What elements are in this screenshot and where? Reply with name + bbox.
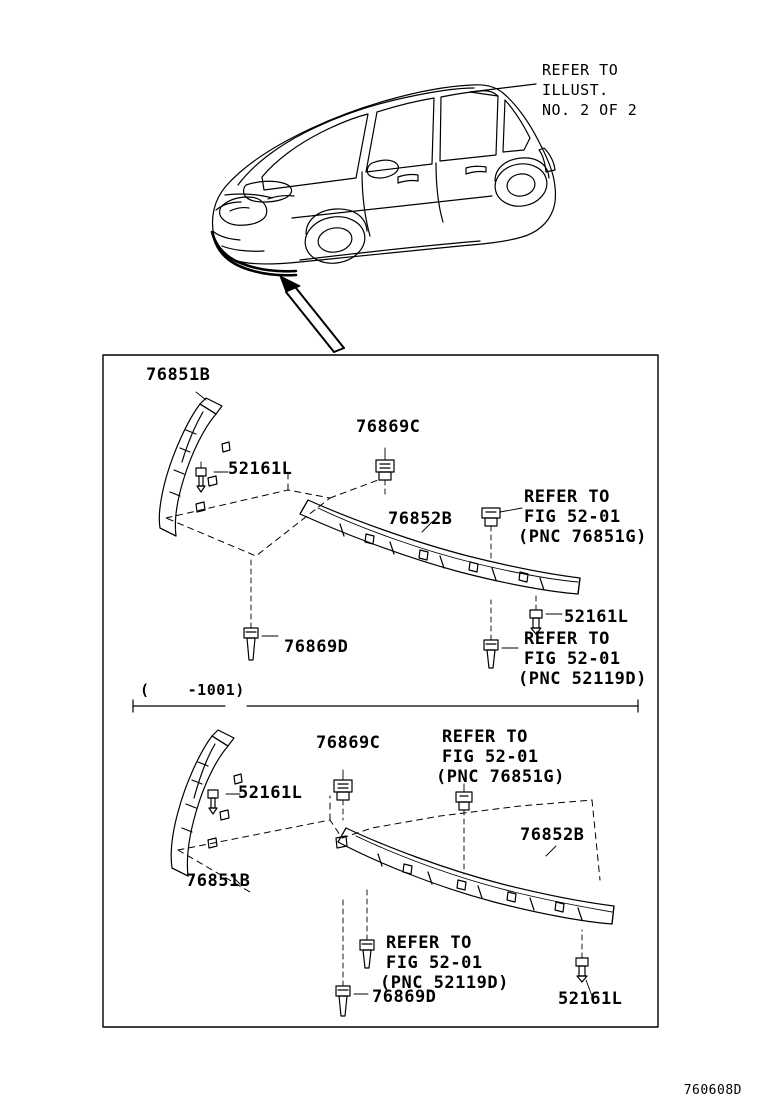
refer-note-52119d-upper-l3: (PNC 52119D)	[518, 669, 647, 689]
part-label-76851b-lower: 76851B	[186, 871, 251, 891]
refer-note-52119d-upper-l2: FIG 52-01	[524, 649, 621, 669]
bolt-52119d-upper	[484, 640, 498, 668]
part-label-52161l-lower-left: 52161L	[238, 783, 303, 803]
bolt-76869d-upper	[244, 628, 258, 660]
figure-code: 760608D	[683, 1083, 742, 1098]
part-label-76869d-lower: 76869D	[372, 987, 437, 1007]
clip-52161l-lower	[208, 790, 218, 814]
part-label-76869d-upper: 76869D	[284, 637, 349, 657]
nut-76851g-lower	[456, 792, 472, 810]
bolt-52119d-lower	[360, 940, 374, 968]
refer-note-52119d-lower-l2: FIG 52-01	[386, 953, 483, 973]
part-label-76869c-lower: 76869C	[316, 733, 381, 753]
clip-52161l-upper	[196, 468, 206, 492]
nut-76869c-lower	[334, 780, 352, 800]
bolt-76869d-lower	[336, 986, 350, 1016]
clip-52161l-lower-right	[576, 958, 588, 982]
refer-note-52119d-lower-l3: (PNC 52119D)	[380, 973, 509, 993]
part-label-52161l-upper-right: 52161L	[564, 607, 629, 627]
part-label-76851b-upper: 76851B	[146, 365, 211, 385]
refer-note-76851g-upper-l3: (PNC 76851G)	[518, 527, 647, 547]
car-illustration	[212, 85, 555, 275]
part-label-76852b-upper: 76852B	[388, 509, 453, 529]
range-note-lower: ( -1001)	[140, 681, 245, 699]
part-label-76869c-upper: 76869C	[356, 417, 421, 437]
refer-note-76851g-upper-l2: FIG 52-01	[524, 507, 621, 527]
refer-note-76851g-lower-l3: (PNC 76851G)	[436, 767, 565, 787]
part-label-52161l-upper-left: 52161L	[228, 459, 293, 479]
callout-arrow	[280, 276, 344, 352]
refer-note-76851g-lower-l1: REFER TO	[442, 727, 528, 747]
refer-note-52119d-upper-l1: REFER TO	[524, 629, 610, 649]
part-label-52161l-lower-right: 52161L	[558, 989, 623, 1009]
nut-76851g-upper	[482, 508, 500, 526]
refer-note-52119d-lower-l1: REFER TO	[386, 933, 472, 953]
refer-illust-note: REFER TO	[542, 61, 619, 79]
refer-illust-note-line3: NO. 2 OF 2	[542, 101, 638, 119]
refer-illust-note-line2: ILLUST.	[542, 81, 609, 99]
nut-76869c-upper	[376, 460, 394, 480]
refer-note-76851g-lower-l2: FIG 52-01	[442, 747, 539, 767]
part-label-76852b-lower: 76852B	[520, 825, 585, 845]
refer-note-76851g-upper-l1: REFER TO	[524, 487, 610, 507]
